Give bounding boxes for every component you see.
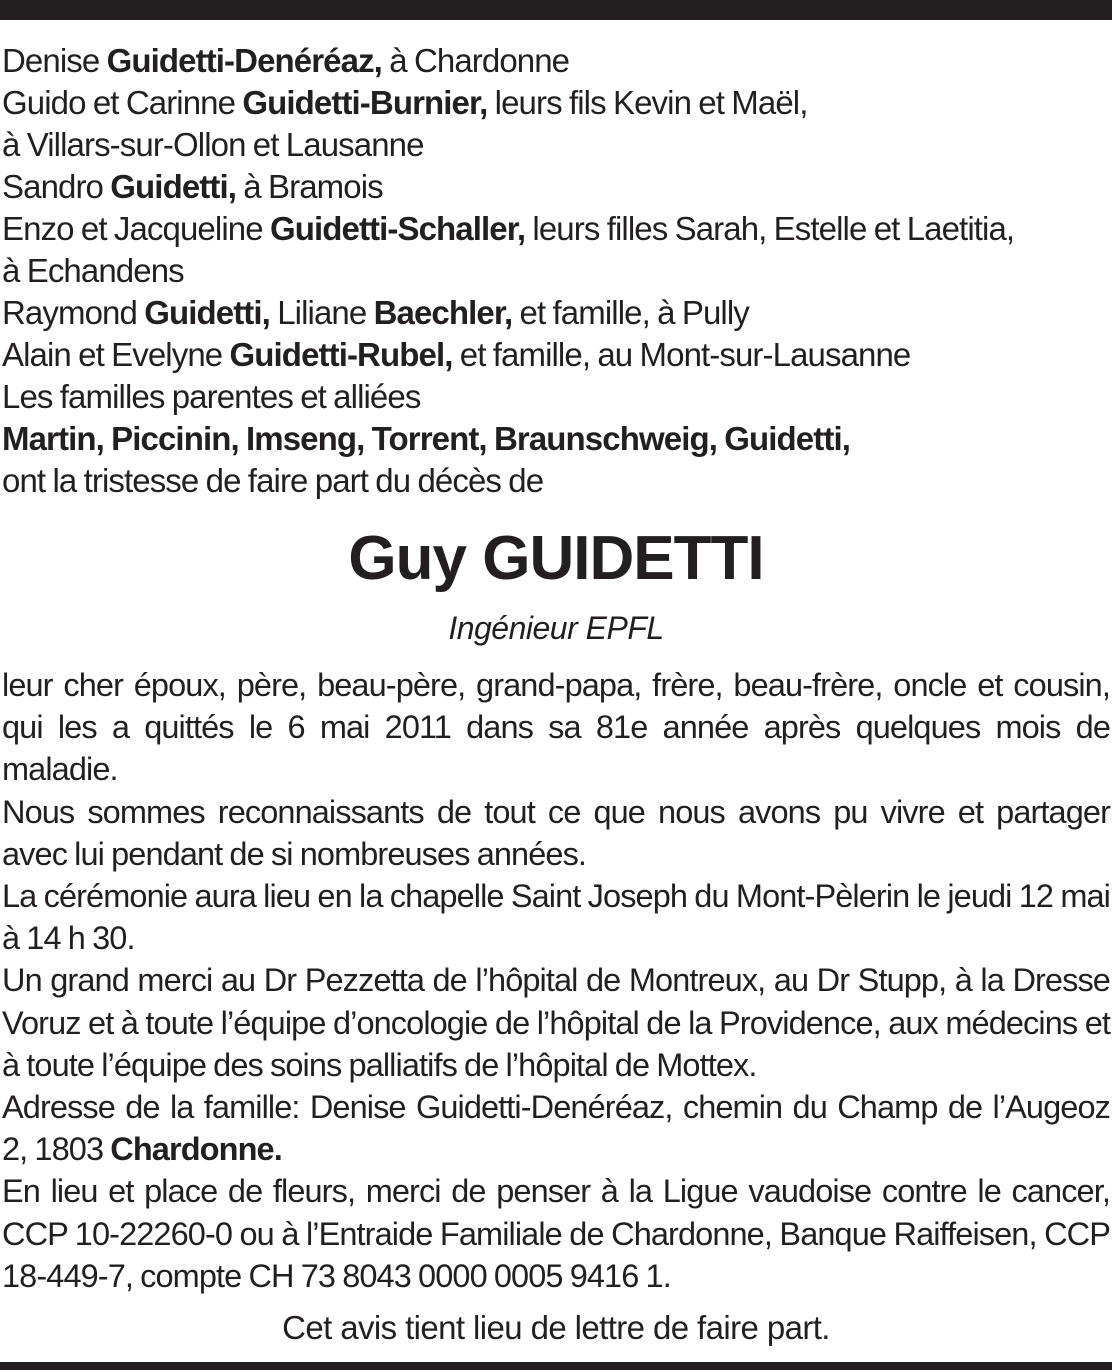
family-surname: Guidetti-Denéréaz, xyxy=(106,42,382,79)
paragraph-donations: En lieu et place de fleurs, merci de penser à la Ligue vaudoise contre le cancer, CCP 10-22260-0 ou à l’Entraide Familiale de Chardonne, Banque Raiffeisen, CCP 18-449-7, compte CH 73 8043 0000 0005 9416 1. xyxy=(2,1173,1110,1294)
family-line: à Echandens xyxy=(2,252,184,289)
family-surname: Guidetti, xyxy=(144,294,270,331)
family-line: ont la tristesse de faire part du décès de xyxy=(2,462,544,499)
paragraph-thanks: Un grand merci au Dr Pezzetta de l’hôpital de Montreux, au Dr Stupp, à la Dresse Voruz et à toute l’équipe d’oncologie de l’hôpital de la Providence, aux médecins et à toute l’équipe des soins palliatifs de l’hôpital de Mottex. xyxy=(2,962,1110,1083)
family-line: Denise Guidetti-Denéréaz, à Chardonne xyxy=(2,42,570,79)
family-surname: Baechler, xyxy=(373,294,513,331)
paragraph-address: Adresse de la famille: Denise Guidetti-Denéréaz, chemin du Champ de l’Augeoz 2, 1803 Chardonne. xyxy=(2,1089,1110,1168)
deceased-name: Guy GUIDETTI xyxy=(348,524,764,593)
family-line: Sandro Guidetti, à Bramois xyxy=(2,168,383,205)
closing-note: Cet avis tient lieu de lettre de faire part. xyxy=(282,1309,830,1346)
family-line: Raymond Guidetti, Liliane Baechler, et famille, à Pully xyxy=(2,294,749,331)
family-line: Guido et Carinne Guidetti-Burnier, leurs fils Kevin et Maël, xyxy=(2,84,808,121)
family-surname: Guidetti-Burnier, xyxy=(242,84,488,121)
family-surname: Guidetti, xyxy=(110,168,237,205)
family-line: Alain et Evelyne Guidetti-Rubel, et famille, au Mont-sur-Lausanne xyxy=(2,336,911,373)
notice-body xyxy=(2,664,1110,1297)
family-surname: Guidetti-Schaller, xyxy=(269,210,526,247)
family-line: à Villars-sur-Ollon et Lausanne xyxy=(2,126,424,163)
address-city: Chardonne. xyxy=(110,1131,282,1168)
top-rule xyxy=(0,0,1112,20)
family-list xyxy=(2,40,1110,502)
allied-families: Martin, Piccinin, Imseng, Torrent, Braunschweig, Guidetti, xyxy=(2,420,850,457)
paragraph-relation: leur cher époux, père, beau-père, grand-papa, frère, beau-frère, oncle et cousin, qui les a quittés le 6 mai 2011 dans sa 81e année après quelques mois de maladie. xyxy=(2,667,1110,788)
deceased-title: Ingénieur EPFL xyxy=(448,610,664,646)
paragraph-gratitude: Nous sommes reconnaissants de tout ce que nous avons pu vivre et partager avec lui pendant de si nombreuses années. xyxy=(2,793,1110,872)
family-line xyxy=(2,418,1110,460)
bottom-rule xyxy=(0,1362,1112,1370)
family-surname: Guidetti-Rubel, xyxy=(229,336,453,373)
paragraph-ceremony: La cérémonie aura lieu en la chapelle Saint Joseph du Mont-Pèlerin le jeudi 12 mai à 14 h 30. xyxy=(2,878,1110,957)
family-line: Les familles parentes et alliées xyxy=(2,378,421,415)
family-line: Enzo et Jacqueline Guidetti-Schaller, leurs filles Sarah, Estelle et Laetitia, xyxy=(2,210,1015,247)
